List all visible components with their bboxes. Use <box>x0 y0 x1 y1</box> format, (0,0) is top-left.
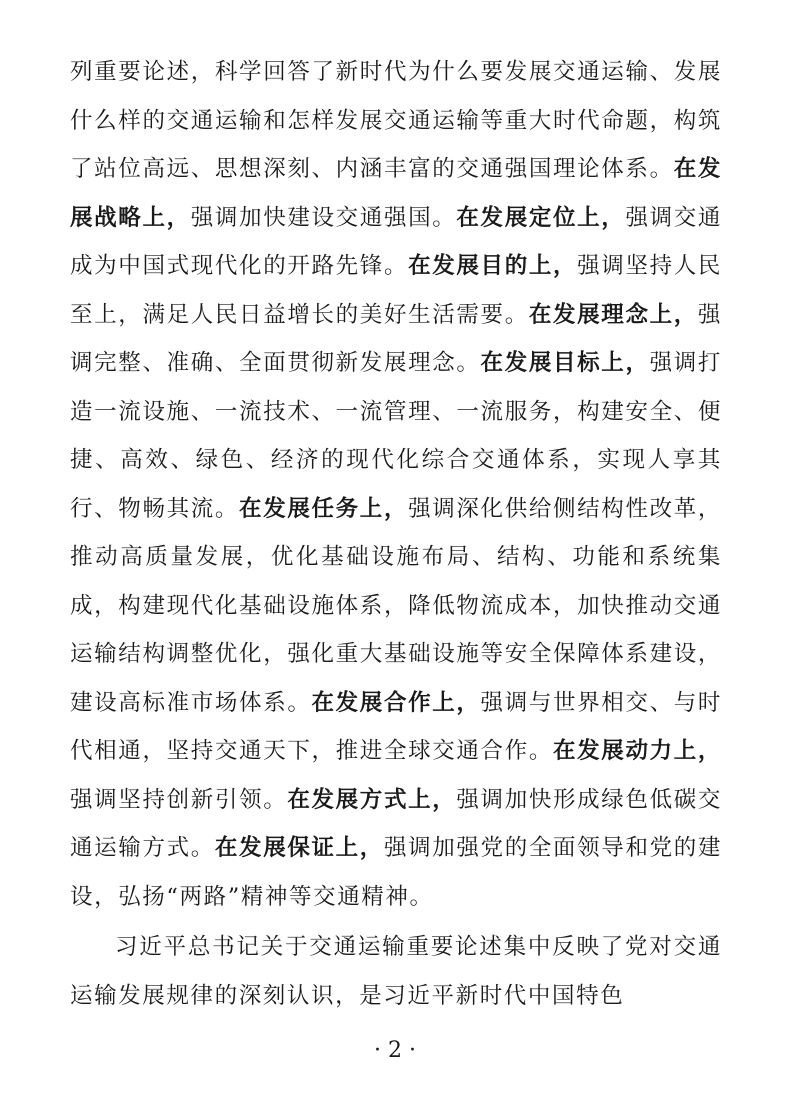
paragraph-1 <box>70 48 722 921</box>
bold-heading-tasks: 在发展任务上， <box>239 495 409 522</box>
text-segment: 强调加快建设交通强国。 <box>190 204 457 231</box>
bold-heading-goal: 在发展目标上， <box>480 350 650 376</box>
text-segment: 强调加快形成绿色低碳交通运输方式。 <box>70 786 722 861</box>
document-page <box>70 48 722 1020</box>
text-segment: 习近平总书记关于交通运输重要论述集中反映了党对交通运输发展规律的深刻认识，是习近平新时代中国特色 <box>70 934 722 1009</box>
text-segment: 强调打造一流设施、一流技术、一流管理、一流服务，构建安全、便捷、高效、绿色、经济的现代化综合交通体系，实现人享其行、物畅其流。 <box>70 350 722 522</box>
bold-heading-positioning: 在发展定位上， <box>456 204 626 231</box>
bold-heading-guarantee: 在发展保证上， <box>214 835 384 861</box>
page-number: · 2 · <box>374 1038 416 1063</box>
text-segment: 强调交通成为中国式现代化的开路先锋。 <box>70 204 722 279</box>
text-segment: 强调深化供给侧结构性改革，推动高质量发展，优化基础设施布局、结构、功能和系统集成，构建现代化基础设施体系，降低物流成本，加快推动交通运输结构调整优化，强化重大基础设施等安全保障体系建设，建设高标准市场体系。 <box>70 495 722 716</box>
bold-heading-mode: 在发展方式上， <box>287 786 457 813</box>
bold-heading-strategy: 在发展战略上， <box>70 156 722 231</box>
text-segment: 强调加强党的全面领导和党的建设，弘扬“两路”精神等交通精神。 <box>70 835 722 910</box>
text-segment: 强调完整、准确、全面贯彻新发展理念。 <box>70 301 722 376</box>
text-segment: 强调坚持人民至上，满足人民日益增长的美好生活需要。 <box>70 253 722 328</box>
text-segment: 列重要论述，科学回答了新时代为什么要发展交通运输、发展什么样的交通运输和怎样发展交通运输等重大时代命题，构筑了站位高远、思想深刻、内涵丰富的交通强国理论体系。 <box>70 59 722 182</box>
text-segment: 强调坚持创新引领。 <box>70 786 288 813</box>
bold-heading-purpose: 在发展目的上， <box>408 253 578 279</box>
bold-heading-driving-force: 在发展动力上， <box>553 738 722 764</box>
bold-heading-cooperation: 在发展合作上， <box>311 689 481 716</box>
paragraph-2 <box>70 923 722 1020</box>
text-segment: 强调与世界相交、与时代相通，坚持交通天下，推进全球交通合作。 <box>70 689 722 764</box>
bold-heading-philosophy: 在发展理念上， <box>528 301 698 328</box>
